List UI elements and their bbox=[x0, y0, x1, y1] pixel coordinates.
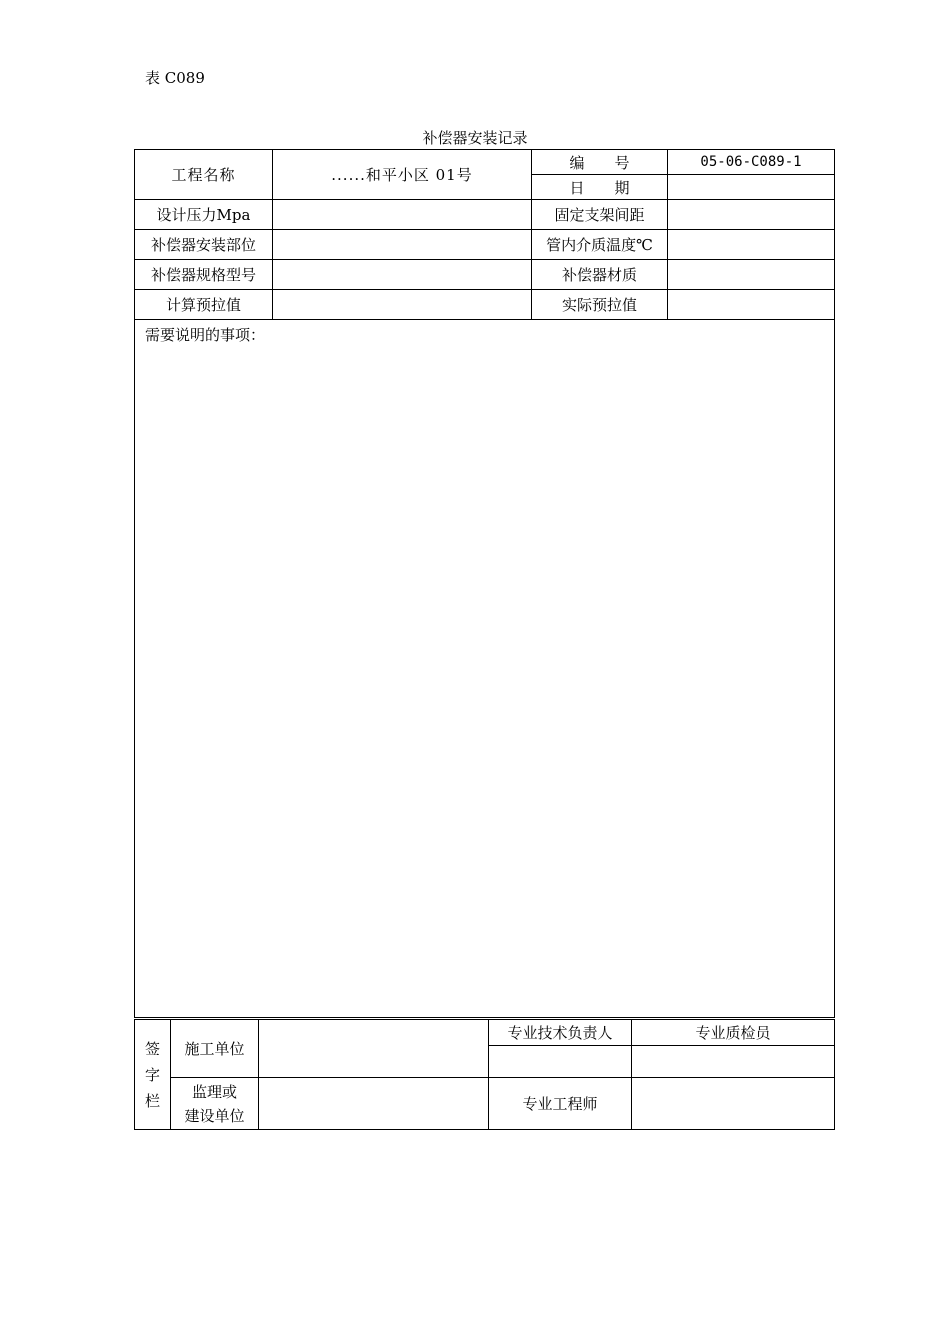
record-table bbox=[134, 149, 835, 1018]
design-pressure-value[interactable] bbox=[273, 200, 532, 230]
construction-unit-value[interactable] bbox=[259, 1020, 489, 1078]
medium-temperature-value[interactable] bbox=[668, 230, 835, 260]
calculated-prestretch-label: 计算预拉值 bbox=[135, 290, 273, 320]
tech-lead-signature[interactable] bbox=[489, 1046, 632, 1078]
spec-model-value[interactable] bbox=[273, 260, 532, 290]
medium-temperature-label: 管内介质温度℃ bbox=[532, 230, 668, 260]
notes-label: 需要说明的事项： bbox=[145, 326, 266, 344]
actual-prestretch-value[interactable] bbox=[668, 290, 835, 320]
date-value[interactable] bbox=[668, 175, 835, 200]
install-location-label: 补偿器安装部位 bbox=[135, 230, 273, 260]
notes-area[interactable] bbox=[135, 320, 835, 1018]
tech-lead-label: 专业技术负责人 bbox=[489, 1020, 632, 1046]
project-name-value[interactable]: ......和平小区 01号 bbox=[273, 150, 532, 200]
supervision-unit-value[interactable] bbox=[259, 1078, 489, 1130]
fixed-support-spacing-value[interactable] bbox=[668, 200, 835, 230]
project-name-label: 工程名称 bbox=[135, 150, 273, 200]
form-code: 表 C089 bbox=[145, 69, 205, 87]
supervision-unit-label-line2: 建设单位 bbox=[184, 1106, 245, 1125]
actual-prestretch-label: 实际预拉值 bbox=[532, 290, 668, 320]
construction-unit-label: 施工单位 bbox=[171, 1020, 259, 1078]
number-value[interactable]: 05-06-C089-1 bbox=[668, 150, 835, 175]
qc-inspector-label: 专业质检员 bbox=[632, 1020, 835, 1046]
date-label: 日 期 bbox=[532, 175, 668, 200]
form-title: 补偿器安装记录 bbox=[422, 129, 528, 147]
supervision-unit-label-line1: 监理或 bbox=[191, 1082, 237, 1101]
number-label: 编 号 bbox=[532, 150, 668, 175]
material-label: 补偿器材质 bbox=[532, 260, 668, 290]
signature-table bbox=[134, 1019, 835, 1130]
design-pressure-label: 设计压力Mpa bbox=[135, 200, 273, 230]
qc-inspector-signature[interactable] bbox=[632, 1046, 835, 1078]
fixed-support-spacing-label: 固定支架间距 bbox=[532, 200, 668, 230]
material-value[interactable] bbox=[668, 260, 835, 290]
supervision-unit-label bbox=[171, 1078, 259, 1130]
engineer-label: 专业工程师 bbox=[489, 1078, 632, 1130]
signature-section-label: 签字栏 bbox=[135, 1020, 171, 1130]
spec-model-label: 补偿器规格型号 bbox=[135, 260, 273, 290]
install-location-value[interactable] bbox=[273, 230, 532, 260]
calculated-prestretch-value[interactable] bbox=[273, 290, 532, 320]
engineer-signature[interactable] bbox=[632, 1078, 835, 1130]
